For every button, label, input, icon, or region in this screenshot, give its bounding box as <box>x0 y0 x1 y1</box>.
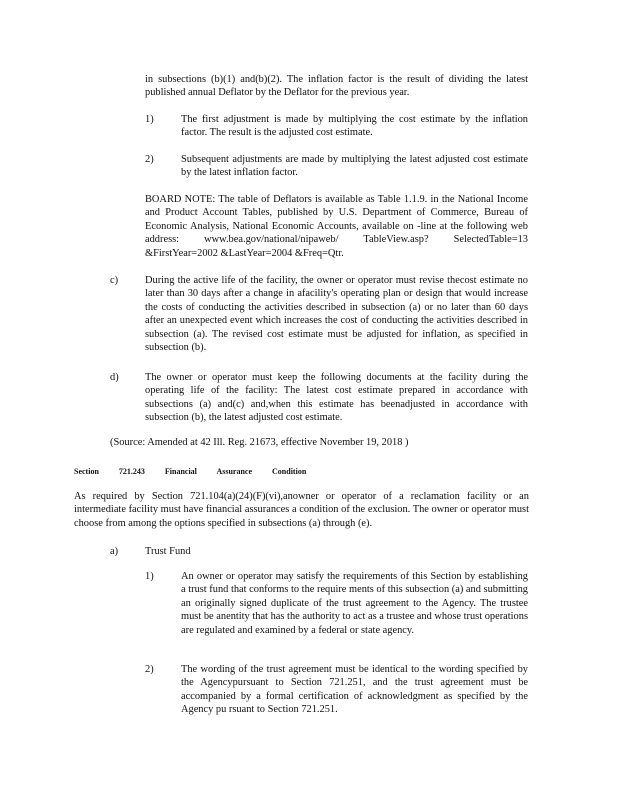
item-a1-label: 1) <box>145 571 154 582</box>
section-title-2: Assurance <box>216 467 253 476</box>
item-a2-label: 2) <box>145 664 154 675</box>
item-c-text: During the active life of the facility, the owner or operator must revise thecost estimate no later than 30 days after a change in afacility's operating plan or design that would increase the costs of conducting the activities described in subsection (a) or no later than 60 days after an unexpected event which increases the cost of conducting the activities described in subsection (a). The revised cost estimate must be adjusted for inflation, as specified in subsection (b). <box>145 275 528 354</box>
item-a2-text: The wording of the trust agreement must be identical to the wording specified by the Agencypursuant to Section 721.251, and the trust agreement must be accompanied by a formal certification of acknowledgment as specified by the Agency pu rsuant to Section 721.251. <box>181 664 528 716</box>
item-a1-text: An owner or operator may satisfy the requirements of this Section by establishing a trust fund that conforms to the require ments of this subsection (a) and submitting an originally signed duplicate of the trust agreement to the Agency. The trustee must be anentity that has the authority to act as a trustee and whose trust operations are regulated and examined by a federal or state agency. <box>181 571 528 636</box>
item-1-label: 1) <box>145 114 154 125</box>
section-header <box>74 465 324 478</box>
item-c-label: c) <box>110 275 119 286</box>
item-d-text: The owner or operator must keep the following documents at the facility during the operating life of the facility: The latest cost estimate prepared in accordance with subsections (a) and(c) and,when this estimate has beenadjusted in accordance with subsection (b), the latest adjusted cost estimate. <box>145 372 528 424</box>
section-title-3: Condition <box>272 467 307 476</box>
item-2-label: 2) <box>145 154 154 165</box>
intro-paragraph: in subsections (b)(1) and(b)(2). The inflation factor is the result of dividing the latest published annual Deflator by the Deflator for the previous year. <box>145 74 528 99</box>
item-1-text: The first adjustment is made by multiplying the cost estimate by the inflation factor. The result is the adjusted cost estimate. <box>181 114 528 139</box>
item-2-text: Subsequent adjustments are made by multiplying the latest adjusted cost estimate by the latest inflation factor. <box>181 154 528 179</box>
section-title-1: Financial <box>164 467 197 476</box>
section-number: 721.243 <box>118 467 145 476</box>
item-d-label: d) <box>110 372 119 383</box>
board-note: BOARD NOTE: The table of Deflators is available as Table 1.1.9. in the National Income and Product Account Tables, published by U.S. Department of Commerce, Bureau of Economic Analysis, National Economic Accounts, available on -line at the following web address: www.bea.gov/national/nipaweb/ TableView.asp? SelectedTable=13 &FirstYear=2002 &LastYear=2004 &Freq=Qtr. <box>145 194 528 259</box>
section-body: As required by Section 721.104(a)(24)(F)(vi),anowner or operator of a reclamation facility or an intermediate facility must have financial assurances a condition of the exclusion. The owner or operator must choose from among the options specified in subsections (a) through (e). <box>74 491 529 529</box>
item-a-label: a) <box>110 546 119 557</box>
source-note: (Source: Amended at 42 Ill. Reg. 21673, effective November 19, 2018 ) <box>110 437 409 448</box>
section-word: Section <box>74 467 99 476</box>
item-a-title: Trust Fund <box>145 546 191 557</box>
